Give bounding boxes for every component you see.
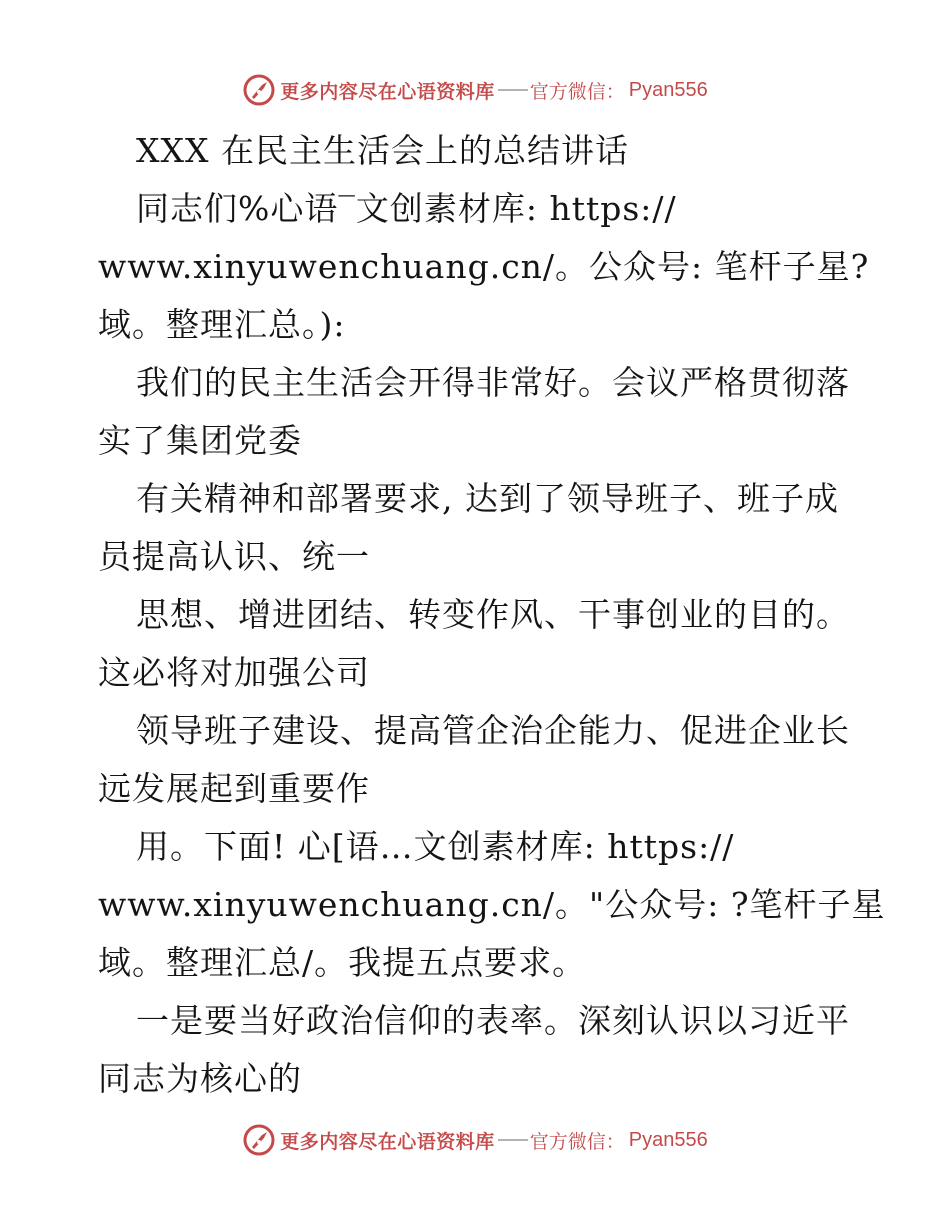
document-body	[98, 122, 886, 1108]
header-watermark	[0, 70, 950, 110]
watermark-sub-text: 官方微信：	[529, 80, 625, 103]
paragraph-line: 实了集团党委	[98, 421, 302, 460]
watermark-dash	[498, 89, 528, 91]
watermark-account: Pyan556	[628, 1128, 708, 1151]
paragraph-line: www.xinyuwenchuang.cn/。"公众号: ?笔杆子星	[98, 885, 886, 924]
watermark-account: Pyan556	[628, 78, 708, 101]
pen-nib-icon	[242, 73, 276, 107]
paragraph-line: 我们的民主生活会开得非常好。会议严格贯彻落	[136, 363, 850, 402]
paragraph-line: 用。下面! 心[语…文创素材库: https://	[136, 827, 735, 866]
watermark-dash	[498, 1139, 528, 1141]
watermark-sub-text: 官方微信：	[529, 1130, 625, 1153]
paragraph-line: 域。整理汇总/。我提五点要求。	[98, 943, 587, 982]
paragraph-line: 领导班子建设、提高管企治企能力、促进企业长	[136, 711, 850, 750]
pen-nib-icon	[242, 1123, 276, 1157]
watermark-main-text: 更多内容尽在心语资料库	[280, 1130, 495, 1153]
paragraph-line: 有关精神和部署要求, 达到了领导班子、班子成	[136, 479, 839, 518]
paragraph-line: 同志为核心的	[98, 1059, 302, 1098]
paragraph-line: 同志们%心语‾文创素材库: https://	[136, 189, 677, 228]
paragraph-line: 这必将对加强公司	[98, 653, 370, 692]
paragraph-line: 一是要当好政治信仰的表率。深刻认识以习近平	[136, 1001, 850, 1040]
paragraph-line: www.xinyuwenchuang.cn/。公众号: 笔杆子星?	[98, 247, 870, 286]
paragraph-line: 远发展起到重要作	[98, 769, 370, 808]
paragraph-line: 员提高认识、统一	[98, 537, 370, 576]
paragraph-line: 域。整理汇总。):	[98, 305, 346, 344]
watermark-main-text: 更多内容尽在心语资料库	[280, 80, 495, 103]
footer-watermark	[0, 1120, 950, 1160]
document-title: XXX 在民主生活会上的总结讲话	[136, 131, 629, 170]
paragraph-line: 思想、增进团结、转变作风、干事创业的目的。	[136, 595, 850, 634]
